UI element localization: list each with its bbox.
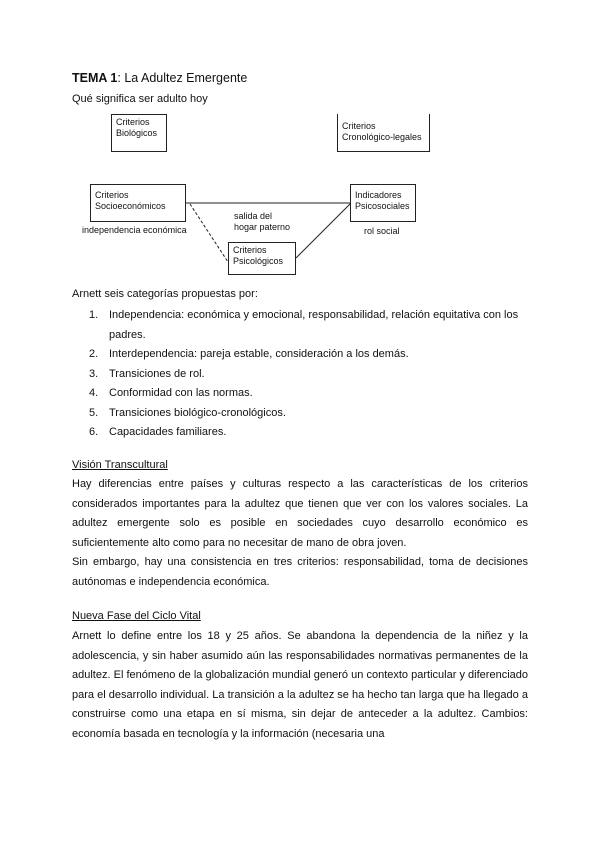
list-item <box>72 423 528 443</box>
adulthood-criteria-diagram <box>0 0 600 290</box>
box-criterios-cronologicos <box>337 114 430 152</box>
list-item-text: Transiciones de rol. <box>109 367 205 380</box>
section1-paragraph2: Sin embargo, hay una consistencia en tres criterios: responsabilidad, toma de decisiones autónomas e independencia económica. <box>72 556 528 588</box>
box-criterios-biologicos <box>111 114 167 152</box>
psico-line1: Criterios <box>233 245 267 255</box>
list-item-number: 5. <box>89 406 99 419</box>
categories-intro: Arnett seis categorías propuestas por: <box>72 288 258 300</box>
section-heading-nueva-fase: Nueva Fase del Ciclo Vital <box>72 610 201 622</box>
socio-line1: Criterios <box>95 190 129 200</box>
list-item <box>72 404 528 424</box>
diagram-connectors <box>0 0 600 290</box>
bio-line1: Criterios <box>116 117 150 127</box>
list-item-number: 2. <box>89 348 99 360</box>
list-item-text: Conformidad con las normas. <box>109 387 253 399</box>
label-independencia-economica: independencia económica <box>82 225 187 235</box>
center-line1: salida del <box>234 211 273 221</box>
list-item-text: Transiciones biológico-cronológicos. <box>109 406 286 419</box>
socio-line2: Socioeconómicos <box>95 201 166 211</box>
section-heading-vision-transcultural: Visión Transcultural <box>72 459 168 471</box>
list-item-number: 6. <box>89 426 99 438</box>
title-rest: : La Adultez Emergente <box>117 71 248 85</box>
label-salida-hogar <box>234 211 290 233</box>
list-item-text: Interdependencia: pareja estable, consideración a los demás. <box>109 348 409 360</box>
psico-line2: Psicológicos <box>233 256 284 266</box>
section2-paragraph1: Arnett lo define entre los 18 y 25 años. Se abandona la dependencia de la niñez y la adolescencia, y sin haber asumido aún las responsabilidades normativas permanentes de la adultez. El fenómeno de la globalización mundial generó un contexto particular y diferenciado para el desarrollo individual. La transición a la adultez se ha hecho tan larga que ha llegado a construirse como una etapa en sí misma, sin dejar de anteceder a la adultez. Cambios: economía basada en tecnología y la información (necesaria una <box>72 630 528 740</box>
box-indicadores-psicosociales <box>350 184 416 222</box>
page-subtitle: Qué significa ser adulto hoy <box>72 93 208 105</box>
crono-line1: Criterios <box>342 121 376 131</box>
connector-indic-psico <box>296 204 350 258</box>
box-criterios-socioeconomicos <box>90 184 186 222</box>
list-item-number: 1. <box>89 309 99 321</box>
indic-line1: Indicadores <box>355 190 402 200</box>
title-bold: TEMA 1 <box>72 71 118 85</box>
categories-list <box>72 306 528 443</box>
indic-line2: Psicosociales <box>355 201 410 211</box>
center-line2: hogar paterno <box>234 222 291 232</box>
bio-line2: Biológicos <box>116 128 158 138</box>
label-rol-social: rol social <box>364 226 400 236</box>
list-item <box>72 384 528 404</box>
list-item-text: Independencia: económica y emocional, responsabilidad, relación equitativa con los padres. <box>109 309 519 341</box>
list-item-number: 4. <box>89 387 99 399</box>
connector-socio-psico <box>190 204 228 262</box>
list-item-text: Capacidades familiares. <box>109 426 227 438</box>
list-item <box>72 306 528 345</box>
list-item-number: 3. <box>89 367 99 380</box>
section1-paragraph1: Hay diferencias entre países y culturas respecto a las características de los criterios considerados importantes para la adultez que tienen que ver con los valores sociales. La adultez emergente solo es posible en sociedades cuyo desarrollo económico es suficientemente alto como para no necesitar de mano de obra joven. <box>72 478 528 549</box>
list-item <box>72 345 528 365</box>
crono-line2: Cronológico-legales <box>342 132 422 142</box>
box-criterios-psicologicos <box>228 242 296 275</box>
list-item <box>72 365 528 385</box>
